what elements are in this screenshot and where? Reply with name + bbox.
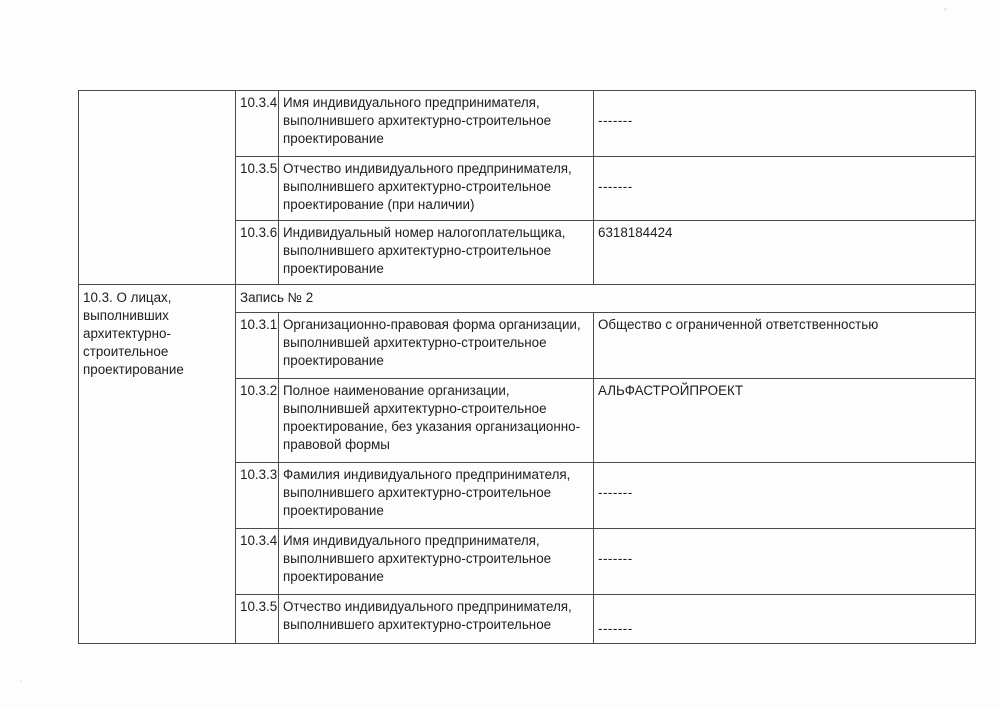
- label-line: выполнившей архитектурно-строительное: [283, 335, 547, 350]
- row-label: [279, 379, 594, 463]
- label-line: выполнившего архитектурно-строительное: [283, 243, 552, 258]
- label-line: Отчество индивидуального предпринимателя,: [283, 599, 572, 614]
- label-line: выполнившего архитектурно-строительное: [283, 551, 552, 566]
- label-line: Организационно-правовая форма организации,: [283, 317, 581, 332]
- row-value-text: -------: [598, 621, 633, 636]
- section-label-line: выполнивших: [83, 308, 169, 323]
- label-line: проектирование: [283, 131, 384, 146]
- row-value-text: 6318184424: [598, 225, 673, 240]
- empty-section-cell: [79, 91, 236, 285]
- row-code: 10.3.5: [236, 595, 279, 644]
- record-header-row: [79, 285, 976, 313]
- registry-table: [78, 90, 976, 644]
- label-line: Отчество индивидуального предпринимателя,: [283, 161, 572, 176]
- label-line: выполнившей архитектурно-строительное: [283, 401, 547, 416]
- row-label: [279, 529, 594, 595]
- label-line: выполнившего архитектурно-строительное: [283, 179, 552, 194]
- label-line: правовой формы: [283, 437, 390, 452]
- section-label-line: строительное: [83, 344, 169, 359]
- label-line: проектирование: [283, 261, 384, 276]
- row-code: 10.3.4: [236, 91, 279, 157]
- row-code: 10.3.3: [236, 463, 279, 529]
- record-title: Запись № 2: [236, 285, 976, 313]
- row-label: [279, 595, 594, 644]
- row-value: [594, 221, 976, 285]
- row-value: [594, 91, 976, 157]
- label-line: проектирование, без указания организационно-: [283, 419, 581, 434]
- row-value: [594, 157, 976, 221]
- row-value: [594, 595, 976, 644]
- label-line: выполнившего архитектурно-строительное: [283, 113, 552, 128]
- label-line: Имя индивидуального предпринимателя,: [283, 95, 540, 110]
- row-code: 10.3.5: [236, 157, 279, 221]
- row-code: 10.3.1: [236, 313, 279, 379]
- label-line: проектирование: [283, 503, 384, 518]
- label-line: проектирование (при наличии): [283, 197, 475, 212]
- row-value-text: АЛЬФАСТРОЙПРОЕКТ: [598, 383, 743, 398]
- row-label: [279, 157, 594, 221]
- row-value: [594, 313, 976, 379]
- row-code: 10.3.4: [236, 529, 279, 595]
- label-line: Фамилия индивидуального предпринимателя,: [283, 467, 571, 482]
- scan-speck: [20, 680, 22, 682]
- label-line: выполнившего архитектурно-строительное: [283, 617, 552, 632]
- scan-speck: [944, 8, 947, 11]
- row-value-text: Общество с ограниченной ответственностью: [598, 317, 879, 332]
- section-label-line: проектирование: [83, 362, 184, 377]
- row-value: [594, 379, 976, 463]
- label-line: Имя индивидуального предпринимателя,: [283, 533, 540, 548]
- label-line: Полное наименование организации,: [283, 383, 510, 398]
- row-value-text: -------: [598, 485, 633, 500]
- section-label-line: архитектурно-: [83, 326, 171, 341]
- row-value: [594, 529, 976, 595]
- row-value: [594, 463, 976, 529]
- row-label: [279, 463, 594, 529]
- row-value-text: -------: [598, 113, 633, 128]
- table-row: [79, 91, 976, 157]
- section-label-line: 10.3. О лицах,: [83, 290, 172, 305]
- row-code: 10.3.2: [236, 379, 279, 463]
- row-label: [279, 313, 594, 379]
- section-label-cell: [79, 285, 236, 644]
- row-label: [279, 221, 594, 285]
- row-value-text: -------: [598, 179, 633, 194]
- row-code: 10.3.6: [236, 221, 279, 285]
- row-value-text: -------: [598, 551, 633, 566]
- label-line: проектирование: [283, 569, 384, 584]
- label-line: Индивидуальный номер налогоплательщика,: [283, 225, 566, 240]
- label-line: выполнившего архитектурно-строительное: [283, 485, 552, 500]
- row-label: [279, 91, 594, 157]
- label-line: проектирование: [283, 353, 384, 368]
